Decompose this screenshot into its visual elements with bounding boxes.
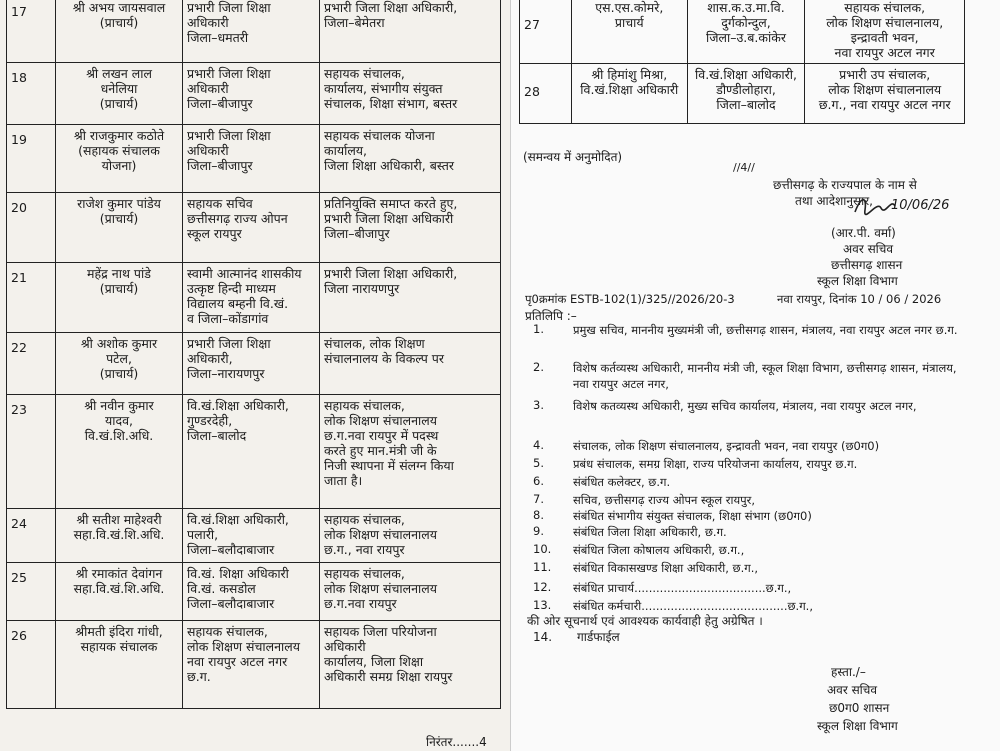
signature-2-line-2: अवर सचिव bbox=[827, 683, 878, 697]
transfer-table-right bbox=[519, 0, 965, 124]
left-table-cell-from: प्रभारी जिला शिक्षा अधिकारी जिला–बीजापुर bbox=[183, 63, 320, 125]
copy-list-item: विशेष कर्तव्यस्थ अधिकारी, माननीय मंत्री जी, स्कूल शिक्षा विभाग, छत्तीसगढ़ शासन, मंत्रालय, नवा रायपुर अटल नगर, bbox=[573, 361, 957, 391]
left-table-cell-num: 18 bbox=[7, 63, 56, 125]
left-table-cell-to: सहायक संचालक योजना कार्यालय, जिला शिक्षा अधिकारी, बस्तर bbox=[320, 125, 501, 193]
left-table-row bbox=[7, 263, 501, 333]
right-table-cell-to: प्रभारी उप संचालक, लोक शिक्षण संचालनालय छ.ग., नवा रायपुर अटल नगर bbox=[805, 64, 965, 124]
copy-list-number: 5. bbox=[533, 456, 544, 470]
left-table-cell-from: प्रभारी जिला शिक्षा अधिकारी, जिला–नारायणपुर bbox=[183, 333, 320, 395]
left-table-cell-from: प्रभारी जिला शिक्षा अधिकारी जिला–बीजापुर bbox=[183, 125, 320, 193]
right-table-cell-from: शास.क.उ.मा.वि. दुर्गकोन्दुल, जिला–उ.ब.कांकेर bbox=[687, 0, 805, 64]
copy-list-number: 2. bbox=[533, 360, 544, 374]
copy-list-number: 11. bbox=[533, 560, 552, 574]
copy-list-item: प्रबंध संचालक, समग्र शिक्षा, राज्य परियोजना कार्यालय, रायपुर छ.ग. bbox=[573, 457, 858, 471]
left-table-cell-to: सहायक संचालक, लोक शिक्षण संचालनालय छ.ग.नवा रायपुर bbox=[320, 563, 501, 621]
copy-list-number: 7. bbox=[533, 492, 544, 506]
coordination-note: (समन्वय में अनुमोदित) bbox=[523, 150, 623, 164]
signatory-name: (आर.पी. वर्मा) bbox=[831, 226, 896, 240]
copy-list-number: 13. bbox=[533, 598, 552, 612]
left-table-cell-from: सहायक सचिव छत्तीसगढ़ राज्य ओपन स्कूल रायपुर bbox=[183, 193, 320, 263]
governor-line-2: तथा आदेशानुसार, bbox=[795, 194, 873, 208]
memo-place-date: नवा रायपुर, दिनांक 10 / 06 / 2026 bbox=[777, 292, 942, 306]
left-table-cell-from: वि.खं. शिक्षा अधिकारी वि.खं. कसडोल जिला–बलौदाबाजार bbox=[183, 563, 320, 621]
left-table-cell-num: 17 bbox=[7, 0, 56, 63]
continued-note: निरंतर.......4 bbox=[426, 735, 487, 749]
right-table-cell-name: श्री हिमांशु मिश्रा, वि.खं.शिक्षा अधिकारी bbox=[571, 64, 687, 124]
left-table-cell-num: 19 bbox=[7, 125, 56, 193]
left-table-cell-num: 22 bbox=[7, 333, 56, 395]
left-table-row bbox=[7, 621, 501, 709]
signature-2-line-1: हस्ता./– bbox=[831, 665, 866, 679]
left-table-row bbox=[7, 333, 501, 395]
left-table-cell-to: सहायक जिला परियोजना अधिकारी कार्यालय, जिला शिक्षा अधिकारी समग्र शिक्षा रायपुर bbox=[320, 621, 501, 709]
signature-2-line-4: स्कूल शिक्षा विभाग bbox=[817, 719, 898, 733]
right-table-cell-num: 28 bbox=[520, 64, 572, 124]
right-page bbox=[510, 0, 1000, 751]
left-table-cell-to: सहायक संचालक, लोक शिक्षण संचालनालय छ.ग., नवा रायपुर bbox=[320, 509, 501, 563]
left-table-cell-to: संचालक, लोक शिक्षण संचालनालय के विकल्प पर bbox=[320, 333, 501, 395]
right-table-cell-num: 27 bbox=[520, 0, 572, 64]
copy-list-number: 3. bbox=[533, 398, 544, 412]
left-table-cell-to: प्रतिनियुक्ति समाप्त करते हुए, प्रभारी जिला शिक्षा अधिकारी जिला–बीजापुर bbox=[320, 193, 501, 263]
copy-list-number: 8. bbox=[533, 508, 544, 522]
copy-list-number: 6. bbox=[533, 474, 544, 488]
copy-list-number: 9. bbox=[533, 524, 544, 538]
copy-list-item: विशेष कतव्यस्थ अधिकारी, मुख्य सचिव कार्यालय, मंत्रालय, नवा रायपुर अटल नगर, bbox=[573, 399, 917, 413]
copy-list-item: संबंधित जिला शिक्षा अधिकारी, छ.ग. bbox=[573, 525, 727, 539]
left-table-cell-name: श्री अभय जायसवाल (प्राचार्य) bbox=[56, 0, 183, 63]
left-table-cell-num: 26 bbox=[7, 621, 56, 709]
left-table-row bbox=[7, 0, 501, 63]
left-table-cell-num: 25 bbox=[7, 563, 56, 621]
copy-list-item: संबंधित संभागीय संयुक्त संचालक, शिक्षा संभाग (छ0ग0) bbox=[573, 509, 812, 523]
left-table-cell-num: 20 bbox=[7, 193, 56, 263]
left-table-row bbox=[7, 509, 501, 563]
left-table-cell-from: वि.खं.शिक्षा अधिकारी, गुण्डरदेही, जिला–बालोद bbox=[183, 395, 320, 509]
copy-list-number: 4. bbox=[533, 438, 544, 452]
copy-list-number: 10. bbox=[533, 542, 552, 556]
signatory-govt: छत्तीसगढ़ शासन bbox=[831, 258, 903, 272]
left-table-cell-name: श्री लखन लाल धनेलिया (प्राचार्य) bbox=[56, 63, 183, 125]
memo-number: पृ0क्रमांक ESTB-102(1)/325//2026/20-3 bbox=[525, 292, 735, 306]
signature-2-line-3: छ0ग0 शासन bbox=[829, 701, 890, 715]
left-table-cell-num: 21 bbox=[7, 263, 56, 333]
left-table-row bbox=[7, 193, 501, 263]
right-table-cell-name: एस.एस.कोमरे, प्राचार्य bbox=[571, 0, 687, 64]
guard-file: गार्डफाईल bbox=[577, 630, 620, 644]
left-table-cell-from: स्वामी आत्मानंद शासकीय उत्कृष्ट हिन्दी माध्यम विद्यालय बम्हनी वि.खं. व जिला–कोंडागांव bbox=[183, 263, 320, 333]
copy-list-item: संबंधित कलेक्टर, छ.ग. bbox=[573, 475, 671, 489]
left-table-cell-name: राजेश कुमार पांडेय (प्राचार्य) bbox=[56, 193, 183, 263]
signatory-title: अवर सचिव bbox=[843, 242, 894, 256]
transfer-table-left bbox=[6, 0, 501, 709]
right-table-row bbox=[520, 64, 965, 124]
copy-list-number: 1. bbox=[533, 322, 544, 336]
left-table-row bbox=[7, 125, 501, 193]
copy-list-item: संचालक, लोक शिक्षण संचालनालय, इन्द्रावती भवन, नवा रायपुर (छ0ग0) bbox=[573, 439, 880, 453]
copy-list-number: 12. bbox=[533, 580, 552, 594]
left-table-cell-from: सहायक संचालक, लोक शिक्षण संचालनालय नवा रायपुर अटल नगर छ.ग. bbox=[183, 621, 320, 709]
left-table-cell-to: सहायक संचालक, लोक शिक्षण संचालनालय छ.ग.नवा रायपुर में पदस्थ करते हुए मान.मंत्री जी के निजी स्थापना में संलग्न किया जाता है। bbox=[320, 395, 501, 509]
left-table-cell-to: सहायक संचालक, कार्यालय, संभागीय संयुक्त संचालक, शिक्षा संभाग, बस्तर bbox=[320, 63, 501, 125]
left-table-cell-num: 23 bbox=[7, 395, 56, 509]
right-table-row bbox=[520, 0, 965, 64]
left-table-cell-name: श्री अशोक कुमार पटेल, (प्राचार्य) bbox=[56, 333, 183, 395]
right-table-cell-from: वि.खं.शिक्षा अधिकारी, डौण्डीलोहारा, जिला–बालोद bbox=[687, 64, 805, 124]
left-table-row bbox=[7, 563, 501, 621]
left-table-cell-name: श्रीमती इंदिरा गांधी, सहायक संचालक bbox=[56, 621, 183, 709]
governor-line-1: छत्तीसगढ़ के राज्यपाल के नाम से bbox=[773, 178, 917, 192]
copy-list-item: संबंधित जिला कोषालय अधिकारी, छ.ग., bbox=[573, 543, 745, 557]
left-table-cell-to: प्रभारी जिला शिक्षा अधिकारी, जिला–बेमेतरा bbox=[320, 0, 501, 63]
copy-list-item: सचिव, छत्तीसगढ़ राज्य ओपन स्कूल रायपुर, bbox=[573, 493, 756, 507]
left-table-cell-from: प्रभारी जिला शिक्षा अधिकारी जिला–धमतरी bbox=[183, 0, 320, 63]
left-table-cell-num: 24 bbox=[7, 509, 56, 563]
forward-line: की ओर सूचनार्थ एवं आवश्यक कार्यवाही हेतु अग्रेषित । bbox=[527, 614, 763, 628]
left-table-cell-name: श्री राजकुमार कठोते (सहायक संचालक योजना) bbox=[56, 125, 183, 193]
left-table-cell-name: महेंद्र नाथ पांडे (प्राचार्य) bbox=[56, 263, 183, 333]
left-table-row bbox=[7, 63, 501, 125]
left-table-cell-name: श्री नवीन कुमार यादव, वि.खं.शि.अधि. bbox=[56, 395, 183, 509]
left-table-row bbox=[7, 395, 501, 509]
guard-file-number: 14. bbox=[533, 630, 553, 644]
left-table-cell-name: श्री सतीश माहेश्वरी सहा.वि.खं.शि.अधि. bbox=[56, 509, 183, 563]
copy-list-item: संबंधित कर्मचारी........................................छ.ग., bbox=[573, 599, 813, 613]
copy-list-item: प्रमुख सचिव, माननीय मुख्यमंत्री जी, छत्तीसगढ़ शासन, मंत्रालय, नवा रायपुर अटल नगर छ.ग. bbox=[573, 323, 958, 337]
left-table-cell-to: प्रभारी जिला शिक्षा अधिकारी, जिला नारायणपुर bbox=[320, 263, 501, 333]
signatory-dept: स्कूल शिक्षा विभाग bbox=[817, 274, 898, 288]
left-table-cell-from: वि.खं.शिक्षा अधिकारी, पलारी, जिला–बलौदाबाजार bbox=[183, 509, 320, 563]
copy-list-item: संबंधित प्राचार्य....................................छ.ग., bbox=[573, 581, 792, 595]
signature-date: 10/06/26 bbox=[891, 198, 950, 213]
copy-heading: प्रतिलिपि :– bbox=[525, 309, 577, 323]
right-table-cell-to: सहायक संचालक, लोक शिक्षण संचालनालय, इन्द्रावती भवन, नवा रायपुर अटल नगर bbox=[805, 0, 965, 64]
page-number: //4// bbox=[733, 161, 755, 174]
copy-list-item: संबंधित विकासखण्ड शिक्षा अधिकारी, छ.ग., bbox=[573, 561, 759, 575]
left-table-cell-name: श्री रमाकांत देवांगन सहा.वि.खं.शि.अधि. bbox=[56, 563, 183, 621]
